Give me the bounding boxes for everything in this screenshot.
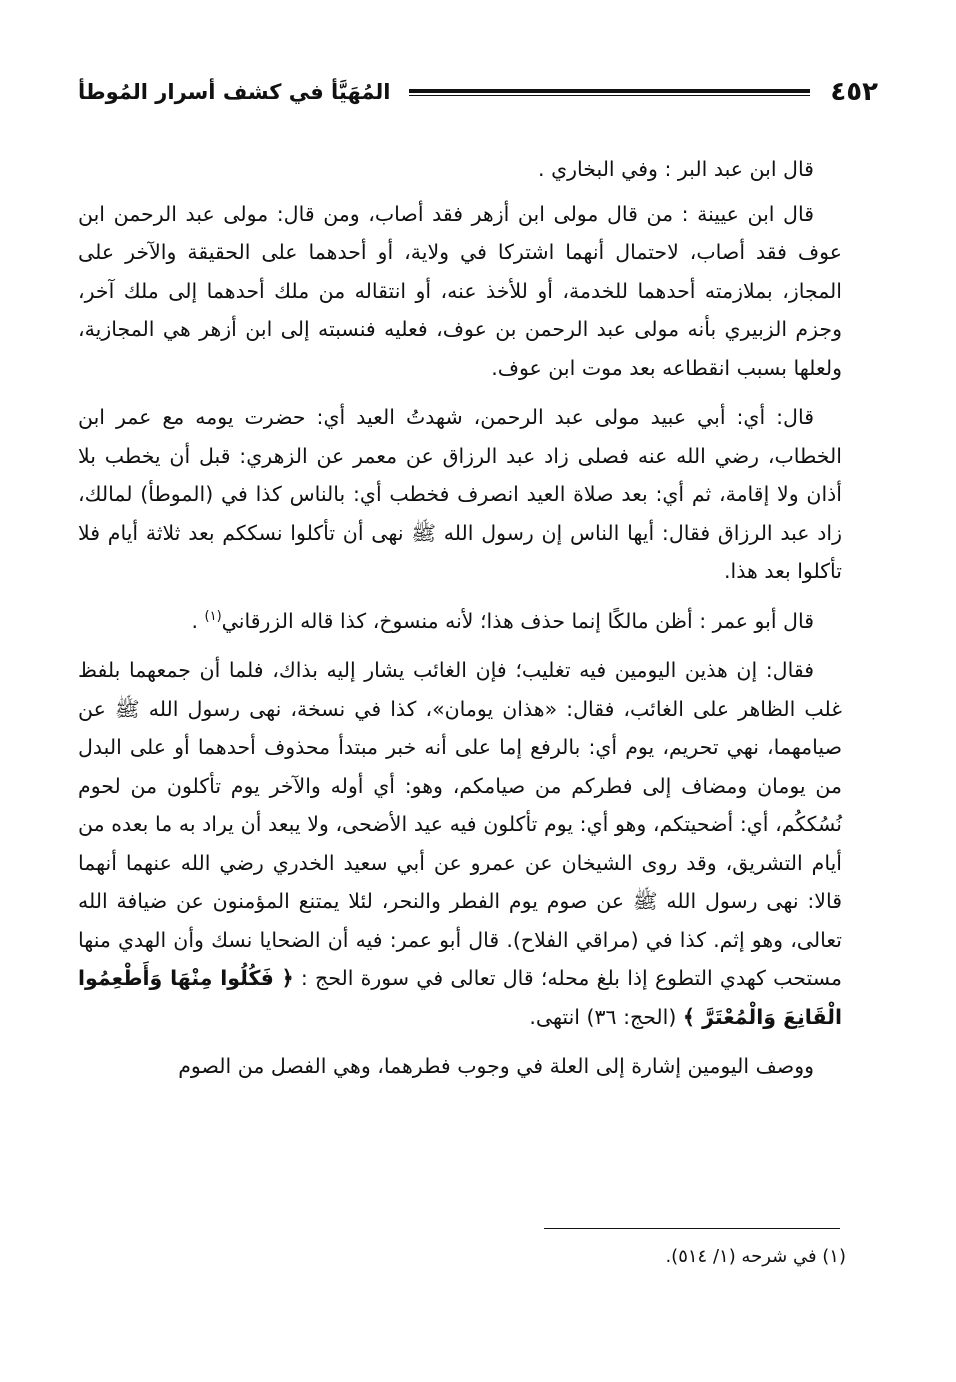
paragraph-long <box>78 651 842 1036</box>
quran-citation: (الحج: ٣٦) انتهى. <box>529 1004 677 1029</box>
abu-umar-text: قال أبو عمر : أظن مالكًا إنما حذف هذا؛ لأنه منسوخ، كذا قاله الزرقاني <box>221 608 814 633</box>
long-paragraph-text: فقال: إن هذين اليومين فيه تغليب؛ فإن الغائب يشار إليه بذاك، فلما أن جمعهما بلفظ غلب الظاهر على الغائب، فقال: «هذان يومان»، كذا في نسخة، نهى رسول الله ﷺ عن صيامهما، نهي تحريم، يوم أي: بالرفع إما على أنه خبر مبتدأ محذوف أحدهما أو على البدل من يومان ومضاف إلى فطركم من صيامكم، وهو: أي أوله والآخر يوم تأكلون من لحوم نُسُككُم، أي: أضحيتكم، وهو أي: يوم تأكلون فيه عيد الأضحى، ولا يبعد أن يراد به ما بعده من أيام التشريق، وقد روى الشيخان عن عمرو عن أبي سعيد الخدري رضي الله عنهما أنهما قالا: نهى رسول الله ﷺ عن صوم يوم الفطر والنحر، لئلا يمتنع المؤمنون عن ضيافة الله تعالى، وهو إثم. كذا في (مراقي الفلاح). قال أبو عمر: فيه أن الضحايا نسك وأن الهدي منها مستحب كهدي التطوع إذا بلغ محله؛ قال تعالى في سورة الحج : <box>78 658 842 990</box>
paragraph-2: قال ابن عيينة : من قال مولى ابن أزهر فقد أصاب، ومن قال: مولى عبد الرحمن ابن عوف فقد أصاب، لاحتمال أنهما اشتركا في ولاية، أو أحدهما على الحقيقة والآخر على المجاز، بملازمته أحدهما للخدمة، أو للأخذ عنه، أو انتقاله من ملك أحدهما إلى ملك آخر، وجزم الزبيري بأنه مولى عبد الرحمن بن عوف، فعليه فنسبته إلى ابن أزهر هي المجازية، ولعلها بسبب انقطاعه بعد موت ابن عوف. <box>78 201 842 380</box>
footnote-separator <box>544 1228 840 1229</box>
paragraph-1: قال ابن عبد البر : وفي البخاري . <box>538 157 814 181</box>
body-text <box>78 150 842 1097</box>
paragraph-3: قال: أي: أبي عبيد مولى عبد الرحمن، شهدتُ العيد أي: حضرت يومه مع عمر ابن الخطاب، رضي الله عنه فصلى زاد عبد الرزاق عن معمر عن الزهري: قبل أن يخطب بلا أذان ولا إقامة، ثم أي: بعد صلاة العيد انصرف فخطب أي: بالناس كذا في (الموطأ) لمالك، زاد عبد الرزاق فقال: أيها الناس إن رسول الله ﷺ نهى أن تأكلوا نسككم بعد ثلاثة أيام فلا تأكلوا بعد هذا. <box>78 405 842 583</box>
book-title: المُهَيَّأ في كشف أسرار المُوطأ <box>78 80 391 104</box>
abu-umar-end: . <box>191 608 205 633</box>
footnote-reference: (١) <box>204 608 222 624</box>
paragraph-abu-umar <box>78 602 842 641</box>
page-header <box>78 70 878 114</box>
page-number: ٤٥٢ <box>830 77 878 107</box>
quran-verse: ﴿ فَكُلُوا مِنْهَا وَأَطْعِمُوا الْقَانِعَ وَالْمُعْتَرَّ ﴾ <box>78 966 842 1029</box>
footnote: (١) في شرحه (١/ ٥١٤). <box>665 1246 846 1267</box>
paragraph-last: ووصف اليومين إشارة إلى العلة في وجوب فطرهما، وهي الفصل من الصوم <box>178 1054 814 1078</box>
header-rule <box>409 89 811 96</box>
